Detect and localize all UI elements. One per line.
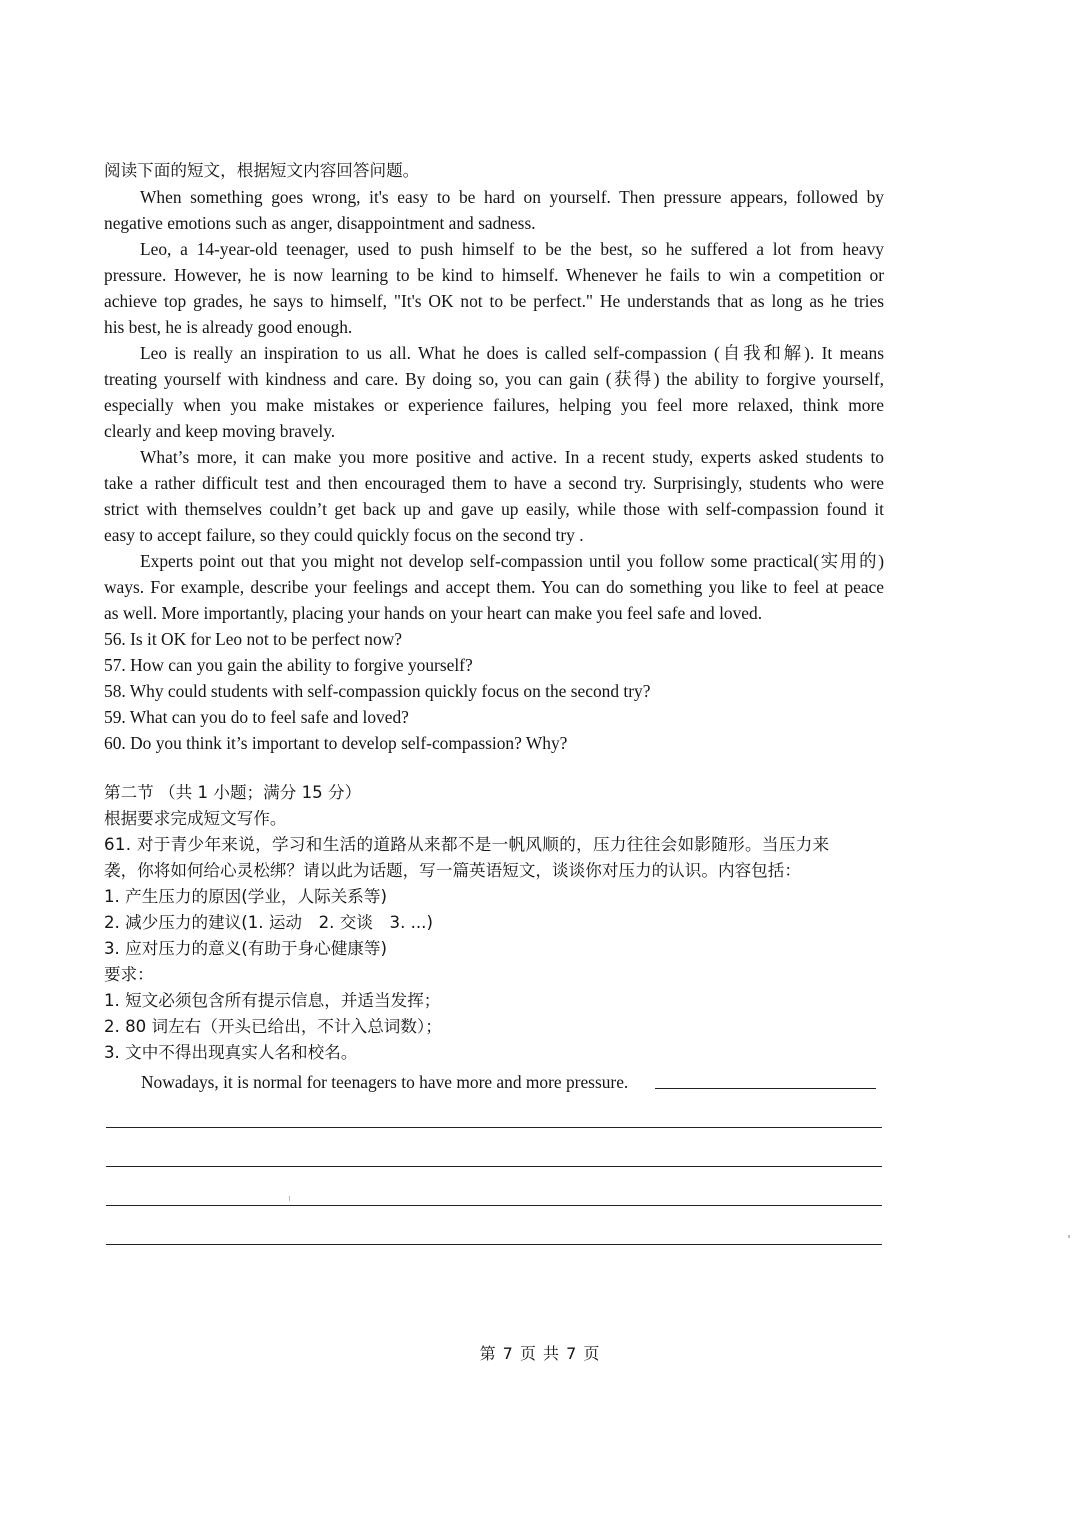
- requirement-item: 1. 短文必须包含所有提示信息，并适当发挥；: [104, 991, 441, 1010]
- passage-line: especially when you make mistakes or experience failures, helping you feel more relaxed, think more: [104, 395, 884, 415]
- passage-line: easy to accept failure, so they could quickly focus on the second try .: [104, 525, 584, 545]
- question-57: 57. How can you gain the ability to forgive yourself?: [104, 655, 473, 675]
- content-point: 2. 减少压力的建议(1. 运动 2. 交谈 3. ...): [104, 913, 433, 932]
- passage-line: achieve top grades, he says to himself, "It's OK not to be perfect." He understands that as long as he tries: [104, 291, 884, 311]
- passage-line: When something goes wrong, it's easy to be hard on yourself. Then pressure appears, followed by: [140, 187, 884, 207]
- passage-line: strict with themselves couldn’t get back up and gave up easily, while those with self-compassion found it: [104, 499, 884, 519]
- passage-line: Leo is really an inspiration to us all. What he does is called self-compassion (自我和解). It means: [140, 343, 884, 363]
- reading-instruction: 阅读下面的短文，根据短文内容回答问题。: [104, 161, 420, 180]
- requirement-item: 2. 80 词左右（开头已给出，不计入总词数）；: [104, 1017, 442, 1036]
- passage-line: clearly and keep moving bravely.: [104, 421, 336, 441]
- passage-line: negative emotions such as anger, disappointment and sadness.: [104, 213, 536, 233]
- answer-line[interactable]: [106, 1127, 882, 1128]
- scan-speck: [289, 1196, 290, 1201]
- answer-line[interactable]: [655, 1088, 876, 1089]
- passage-line: ways. For example, describe your feelings and accept them. You can do something you like to feel at peace: [104, 577, 884, 597]
- passage-line: What’s more, it can make you more positive and active. In a recent study, experts asked students to: [140, 447, 884, 467]
- passage-line: Experts point out that you might not develop self-compassion until you follow some practical(实用的): [140, 551, 884, 571]
- question-60: 60. Do you think it’s important to develop self-compassion? Why?: [104, 733, 568, 753]
- scan-speck: [1068, 1235, 1070, 1238]
- section-title: 第二节 （共 1 小题；满分 15 分）: [104, 783, 362, 802]
- requirements-label: 要求：: [104, 965, 154, 984]
- passage-line: as well. More importantly, placing your hands on your heart can make you feel safe and loved.: [104, 603, 763, 623]
- passage-line: Leo, a 14-year-old teenager, used to push himself to be the best, so he suffered a lot from heavy: [140, 239, 884, 259]
- question-56: 56. Is it OK for Leo not to be perfect now?: [104, 629, 402, 649]
- essay-opening: Nowadays, it is normal for teenagers to have more and more pressure.: [141, 1072, 629, 1092]
- answer-line[interactable]: [106, 1244, 882, 1245]
- passage-line: his best, he is already good enough.: [104, 317, 353, 337]
- writing-prompt-line: 袭，你将如何给心灵松绑？请以此为话题，写一篇英语短文，谈谈你对压力的认识。内容包括：: [104, 861, 801, 880]
- passage-line: treating yourself with kindness and care. By doing so, you can gain (获得) the ability to forgive yourself,: [104, 369, 884, 389]
- passage-line: pressure. However, he is now learning to be kind to himself. Whenever he fails to win a competition or: [104, 265, 884, 285]
- content-point: 3. 应对压力的意义(有助于身心健康等): [104, 939, 387, 958]
- writing-instruction: 根据要求完成短文写作。: [104, 809, 287, 828]
- question-58: 58. Why could students with self-compassion quickly focus on the second try?: [104, 681, 651, 701]
- answer-line[interactable]: [106, 1166, 882, 1167]
- answer-line[interactable]: [106, 1205, 882, 1206]
- passage-line: take a rather difficult test and then encouraged them to have a second try. Surprisingly, students who were: [104, 473, 884, 493]
- question-59: 59. What can you do to feel safe and loved?: [104, 707, 409, 727]
- requirement-item: 3. 文中不得出现真实人名和校名。: [104, 1043, 358, 1062]
- writing-prompt-line: 61. 对于青少年来说，学习和生活的道路从来都不是一帆风顺的，压力往往会如影随形。当压力来: [104, 835, 830, 854]
- content-point: 1. 产生压力的原因(学业，人际关系等): [104, 887, 387, 906]
- page-number: 第 7 页 共 7 页: [479, 1344, 601, 1363]
